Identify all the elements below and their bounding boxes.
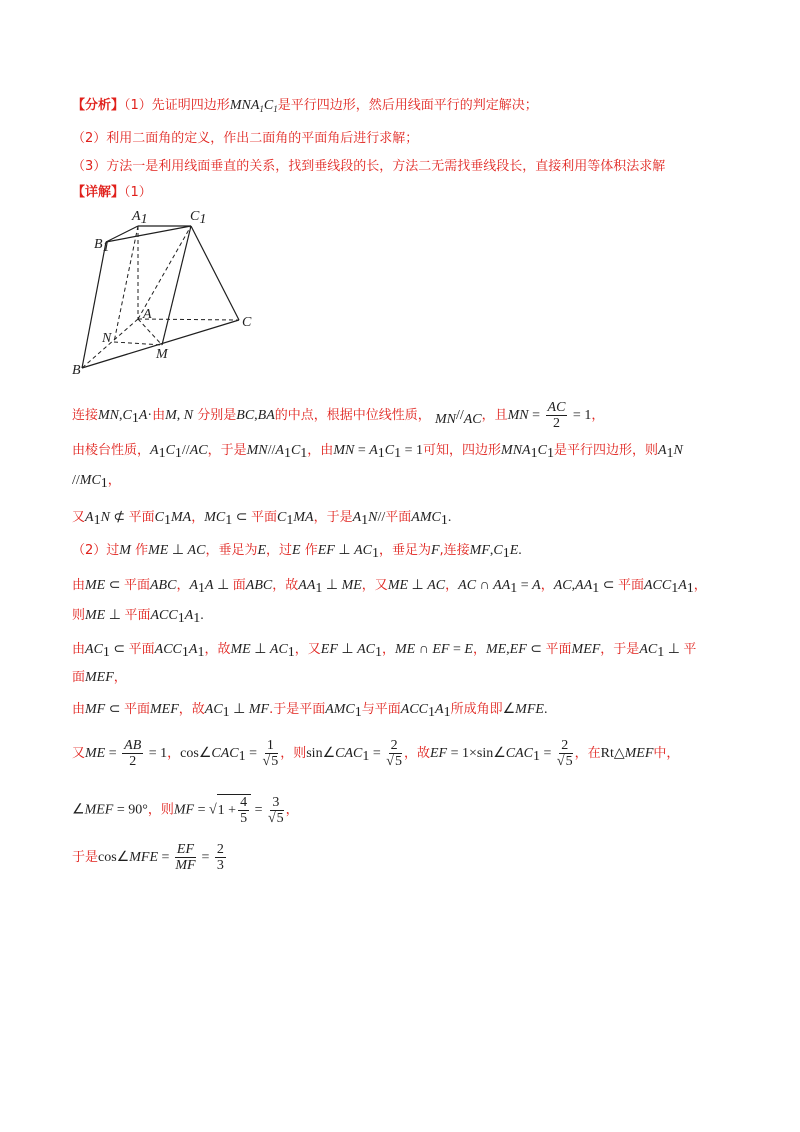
- part1-line-1: 连接$MN,C_1A\cdot$由M, N 分别是BC,BA的中点，根据中位线性质， MN//AC，且MN = $\frac{AC}{2}$ = 1，: [72, 400, 605, 431]
- analysis-tag: 【分析】: [72, 98, 125, 113]
- part2-line-4: 由$AC_1$ ⊂ 平面$ACC_1A_1$，故ME ⊥ $AC_1$，又EF ⊥ $AC_1$，ME ∩ EF = E，ME,EF ⊂ 平面MEF，于是$AC_1$ ⊥ 平: [72, 642, 697, 660]
- label-N: N: [102, 331, 112, 346]
- analysis-line-2: （2）利用二面角的定义，作出二面角的平面角后进行求解；: [72, 131, 419, 146]
- analysis-p1-num: （1）: [124, 98, 152, 113]
- math-mna1c1: $MNA_1C_1$: [229, 98, 278, 114]
- part1-line-2: 由棱台性质，$A_1C_1//AC$，于是$MN//A_1C_1$，由MN = $A_1C_1 = 1$可知，四边形$MNA_1C_1$是平行四边形，则$A_1N$: [72, 443, 683, 461]
- frustum-figure: [66, 202, 266, 377]
- label-A1: A1: [132, 209, 148, 227]
- analysis-p1-text-b: 是平行四边形，然后用线面平行的判定解决；: [277, 98, 538, 113]
- label-B1: B1: [94, 237, 110, 255]
- detail-tag: 【详解】: [72, 185, 125, 200]
- analysis-p1-text: 先证明四边形: [151, 98, 230, 113]
- label-M: M: [156, 347, 168, 362]
- part1-line-3: $//MC_1$，: [72, 473, 121, 491]
- analysis-line-1: [72, 96, 538, 119]
- part2-line-9: 于是cos∠MFE = $\frac{EF}{MF}$ = $\frac{2}{3}$: [72, 842, 224, 873]
- detail-header: 【详解】（1）: [72, 185, 152, 200]
- analysis-line-3: （3）方法一是利用线面垂直的关系，找到垂线段的长，方法二无需找垂线段长，直接利用等体积法求解: [72, 159, 666, 174]
- label-C: C: [242, 315, 252, 330]
- part2-line-5: 面MEF，: [72, 670, 127, 685]
- label-A: A: [143, 307, 152, 322]
- part2-line-1: （2）过M 作ME ⊥ AC，垂足为E，过E 作EF ⊥ $AC_1$，垂足为F,连接$MF,C_1E$.: [72, 543, 522, 561]
- part1-line-4: 又$A_1N$ ⊄ 平面$C_1MA$，$MC_1$ ⊂ 平面$C_1MA$，于是$A_1N//$平面$AMC_1$.: [72, 510, 452, 528]
- part2-line-6: 由MF ⊂ 平面MEF，故$AC_1$ ⊥ MF.于是平面$AMC_1$与平面$ACC_1A_1$所成角即∠MFE.: [72, 702, 548, 720]
- label-C1: C1: [190, 209, 207, 227]
- part2-line-8: ∠MEF = 90°，则MF = √1 + $\frac{4}{5}$ = $\frac{3}{√5}$ ，: [72, 794, 299, 826]
- part2-line-3: 则ME ⊥ 平面$ACC_1A_1$.: [72, 608, 204, 626]
- part2-line-2: 由ME ⊂ 平面ABC，$A_1A$ ⊥ 面ABC，故$AA_1$ ⊥ ME，又ME ⊥ AC，AC ∩ $AA_1 = A$，$AC,AA_1$ ⊂ 平面$ACC_1A_1$，: [72, 578, 707, 596]
- part2-line-7: 又ME = $\frac{AB}{2}$ = 1，$\cos\angle CAC_1$ = $\frac{1}{√5}$ ，则$\sin\angle CAC_1$ = $\frac{2}{√5}$ ，故EF = $1\times\sin\angle CAC_1$ = $\frac{2}{√5}$ ，在Rt△MEF中，: [72, 738, 680, 769]
- label-B: B: [72, 363, 81, 377]
